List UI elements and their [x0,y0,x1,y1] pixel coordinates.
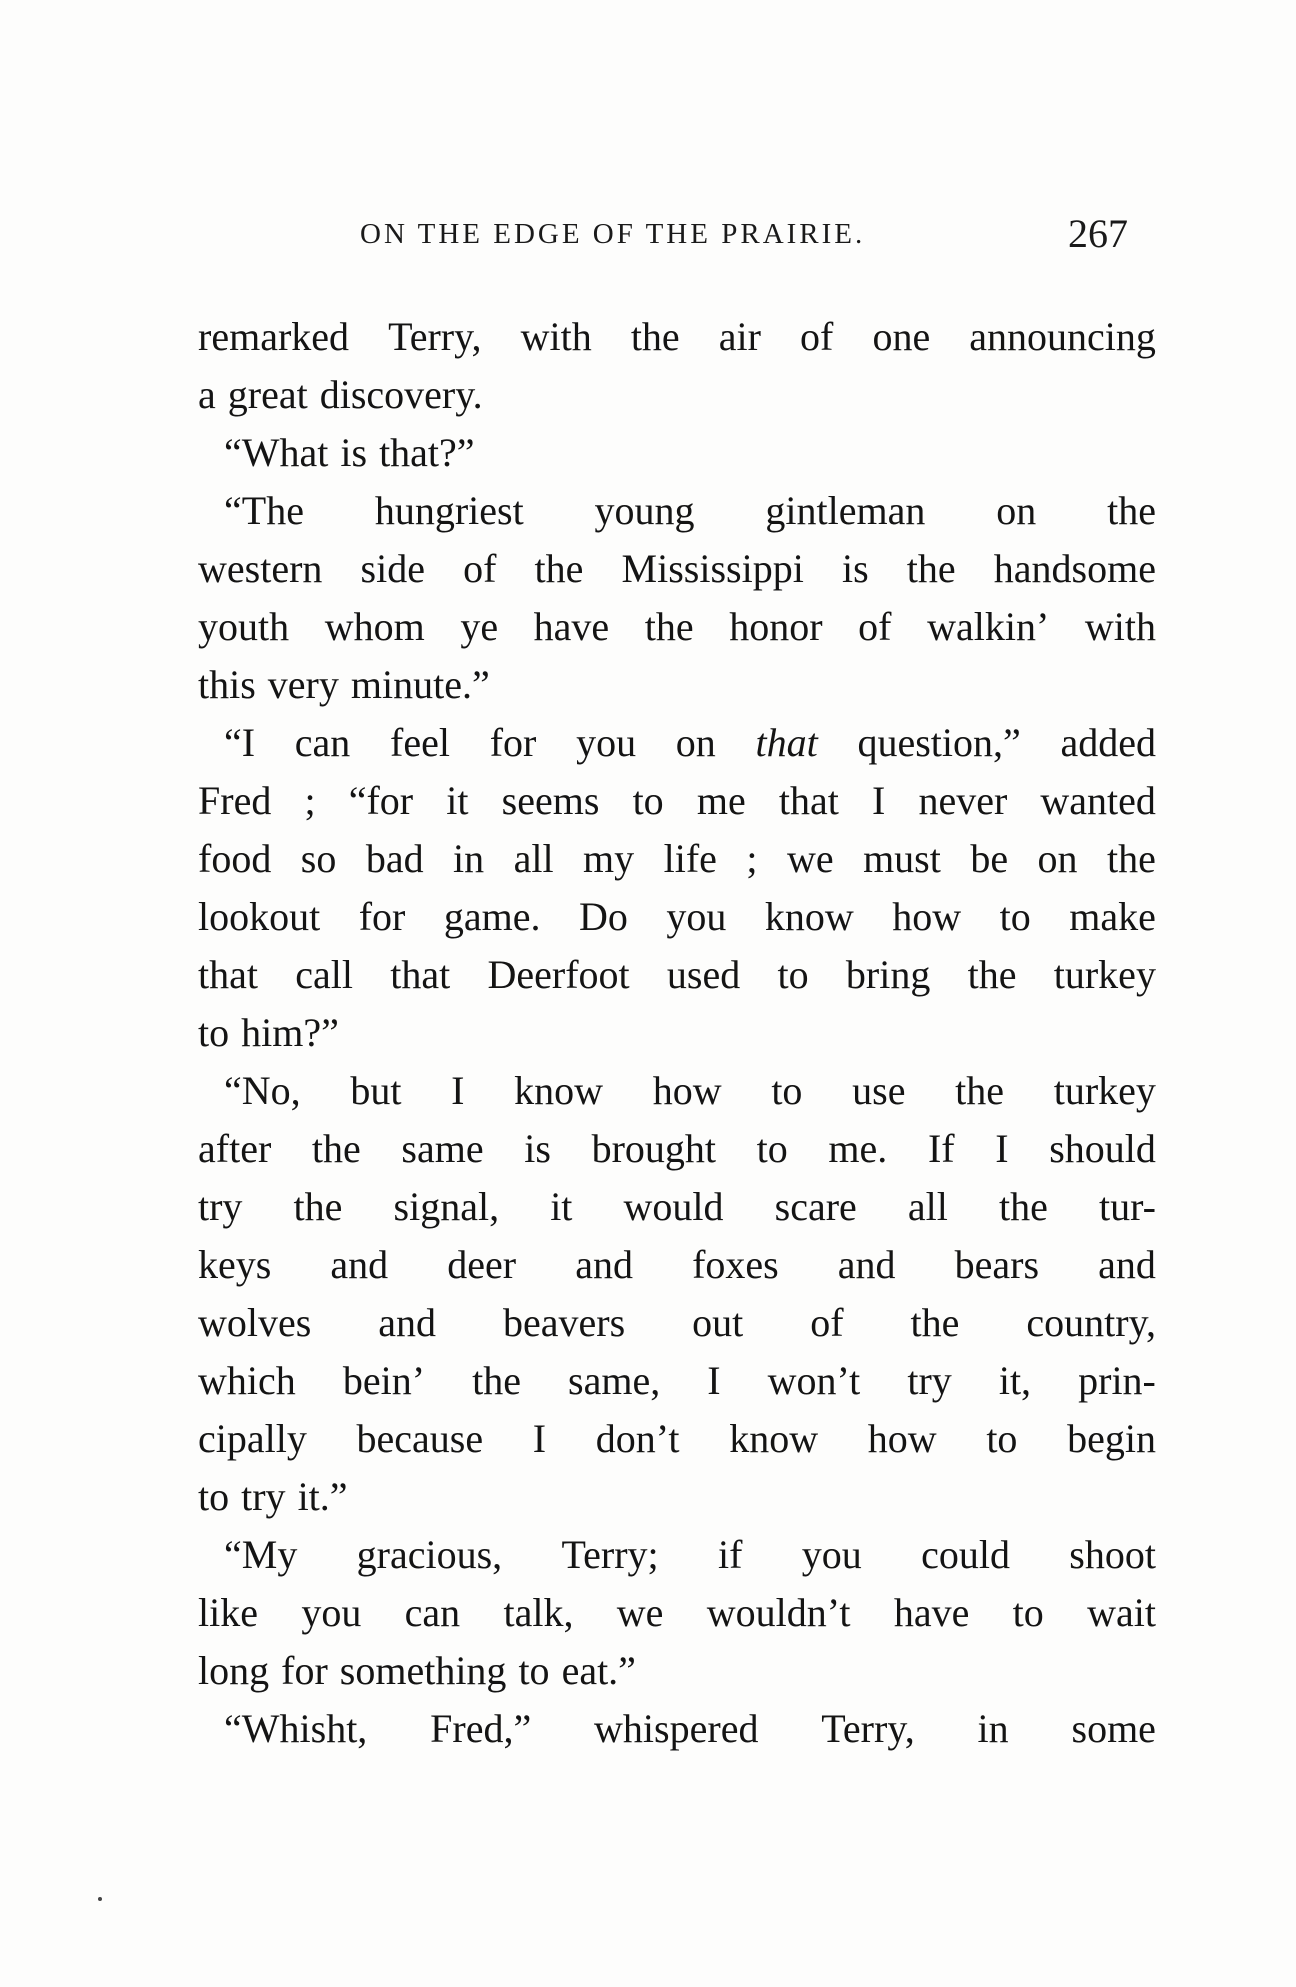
word: if [717,1532,743,1577]
word: the [910,1300,960,1345]
word: it [550,1184,573,1229]
word: for [489,720,537,765]
word: wanted [1040,778,1156,823]
text-line [198,1294,1156,1352]
word: deer [447,1242,517,1287]
word: whom [324,604,425,649]
word: Fred [198,778,272,823]
word: the [1107,488,1156,533]
word: try [907,1358,952,1403]
word: I [532,1416,547,1461]
word: we [786,836,834,881]
word: of [858,604,892,649]
word: the [534,546,584,591]
text-line [198,946,1156,1004]
word: whispered [594,1706,759,1751]
word: would [623,1184,724,1229]
word: because [356,1416,484,1461]
text-line [198,1526,1156,1584]
text-line [198,772,1156,830]
word: some [1071,1706,1156,1751]
word: to [756,1126,788,1171]
word: remarked [198,314,350,359]
word: signal, [393,1184,500,1229]
word: handsome [993,546,1156,591]
word: won’t [767,1358,861,1403]
word: after [198,1126,272,1171]
word: “Whisht, [224,1706,368,1751]
text-line [198,598,1156,656]
word: which [198,1358,296,1403]
word: Do [579,894,628,939]
word: with [520,314,592,359]
word: of [800,314,834,359]
word: how [652,1068,722,1113]
word: can [294,720,351,765]
text-line [198,1062,1156,1120]
word: life [663,836,717,881]
text-line [198,1468,1156,1526]
text-line [198,424,1156,482]
word: Deerfoot [487,952,630,997]
word: “No, [224,1068,301,1113]
word: very [267,662,339,707]
text-line [198,1178,1156,1236]
word: western [198,546,323,591]
word: gintleman [765,488,926,533]
word: that [390,952,451,997]
word: the [1106,836,1156,881]
word: like [198,1590,258,1635]
word: that [778,778,839,823]
word: ; [746,836,758,881]
word: begin [1067,1416,1156,1461]
word: to [518,1648,550,1693]
word: is [340,430,368,475]
text-line [198,366,1156,424]
word: discovery. [319,372,483,417]
word: cipally [198,1416,307,1461]
word: the [644,604,694,649]
word: try [198,1184,243,1229]
word: wait [1087,1590,1156,1635]
word: make [1069,894,1156,939]
word: use [852,1068,906,1113]
word: question,” [857,720,1021,765]
running-head-title: ON THE EDGE OF THE PRAIRIE. [360,218,866,250]
word: to [632,778,664,823]
text-line [198,1004,1156,1062]
word: a [198,372,216,417]
word: Fred,” [430,1706,532,1751]
word: the [955,1068,1005,1113]
word: to [771,1068,803,1113]
word: air [718,314,761,359]
text-line [198,714,1156,772]
word: on [996,488,1037,533]
word: lookout [198,894,321,939]
word: young [594,488,695,533]
word: call [295,952,353,997]
body-text [198,308,1156,1758]
text-line [198,656,1156,714]
word: Terry, [388,314,482,359]
word: brought [591,1126,717,1171]
word: keys [198,1242,272,1287]
word: eat.” [561,1648,636,1693]
word: youth [198,604,290,649]
text-line [198,1236,1156,1294]
word: and [575,1242,633,1287]
word: I [707,1358,721,1403]
word: great [227,372,308,417]
word: must [863,836,941,881]
word: Terry, [821,1706,915,1751]
word: something [339,1648,507,1693]
word: the [293,1184,343,1229]
word: I [995,1126,1009,1171]
word: of [463,546,497,591]
word: how [892,894,962,939]
word: one [872,314,931,359]
word: should [1049,1126,1156,1171]
word: “for [348,778,414,823]
text-line [198,1352,1156,1410]
word: I [451,1068,465,1113]
word: all [513,836,554,881]
word: wolves [198,1300,312,1345]
word: and [837,1242,896,1287]
word: added [1060,720,1156,765]
word: turkey [1053,1068,1156,1113]
word: never [918,778,1008,823]
word: be [970,836,1009,881]
word: and [330,1242,389,1287]
word: ye [460,604,499,649]
word: turkey [1053,952,1156,997]
word: try [241,1474,286,1519]
word: how [867,1416,937,1461]
text-line [198,482,1156,540]
word: talk, [503,1590,574,1635]
word: this [198,662,256,707]
print-speck [98,1897,102,1901]
word: is [841,546,869,591]
word: you [801,1532,862,1577]
word: of [810,1300,844,1345]
word: “I [224,720,256,765]
word: don’t [595,1416,680,1461]
word: is [524,1126,551,1171]
word: in [453,836,485,881]
text-line [198,1410,1156,1468]
word: it [446,778,469,823]
word: me. [828,1126,888,1171]
word: hungriest [374,488,524,533]
word: gracious, [356,1532,503,1577]
word: on [1037,836,1078,881]
text-line [198,1642,1156,1700]
word: the [311,1126,361,1171]
word: the [967,952,1017,997]
word: him?” [241,1010,339,1055]
word: side [360,546,425,591]
word: feel [390,720,450,765]
word: know [764,894,854,939]
word: on [675,720,716,765]
word: all [907,1184,948,1229]
word: long [198,1648,270,1693]
word: If [927,1126,955,1171]
word: the [999,1184,1048,1229]
word: to [777,952,809,997]
word: walkin’ [927,604,1050,649]
word: for [281,1648,328,1693]
word: game. [443,894,541,939]
word: to [198,1010,230,1055]
word: announcing [969,314,1156,359]
word: same, [568,1358,661,1403]
word: country, [1026,1300,1156,1345]
text-line [198,1584,1156,1642]
word: to [198,1474,230,1519]
word: that [198,952,258,997]
word: used [666,952,741,997]
word: know [729,1416,819,1461]
word: I [871,778,886,823]
word: Terry; [561,1532,659,1577]
word: honor [729,604,823,649]
word: but [350,1068,402,1113]
word: bein’ [342,1358,426,1403]
word: my [583,836,635,881]
word: Mississippi [621,546,804,591]
word: seems [501,778,600,823]
word: tur- [1098,1184,1156,1229]
word: food [198,836,272,881]
word: me [696,778,746,823]
word: you [666,894,727,939]
word: can [404,1590,461,1635]
word: that [755,720,818,765]
word: it, [998,1358,1032,1403]
word: you [576,720,637,765]
word: shoot [1069,1532,1156,1577]
word: so [300,836,337,881]
word: it.” [297,1474,348,1519]
word: the [630,314,680,359]
word: in [977,1706,1009,1751]
word: beavers [503,1300,626,1345]
word: same [401,1126,484,1171]
word: out [692,1300,744,1345]
text-line [198,1120,1156,1178]
word: could [921,1532,1010,1577]
word: and [378,1300,437,1345]
word: “What [224,430,329,475]
word: have [533,604,610,649]
text-line [198,540,1156,598]
word: to [986,1416,1018,1461]
word: have [893,1590,970,1635]
word: for [358,894,406,939]
word: know [514,1068,604,1113]
text-line [198,888,1156,946]
word: ; [304,778,316,823]
word: minute.” [350,662,490,707]
word: with [1084,604,1156,649]
page-number: 267 [1068,211,1128,256]
word: wouldn’t [706,1590,851,1635]
word: the [906,546,956,591]
text-line [198,830,1156,888]
text-line [198,1700,1156,1758]
word: to [1012,1590,1044,1635]
word: we [616,1590,664,1635]
word: and [1098,1242,1156,1287]
word: to [999,894,1031,939]
word: scare [774,1184,857,1229]
word: the [472,1358,521,1403]
word: “The [224,488,304,533]
word: bring [845,952,931,997]
word: bears [954,1242,1040,1287]
text-line [198,308,1156,366]
word: you [301,1590,362,1635]
word: bad [365,836,424,881]
word: “My [224,1532,298,1577]
word: foxes [692,1242,779,1287]
word: that?” [379,430,475,475]
word: prin- [1078,1358,1156,1403]
